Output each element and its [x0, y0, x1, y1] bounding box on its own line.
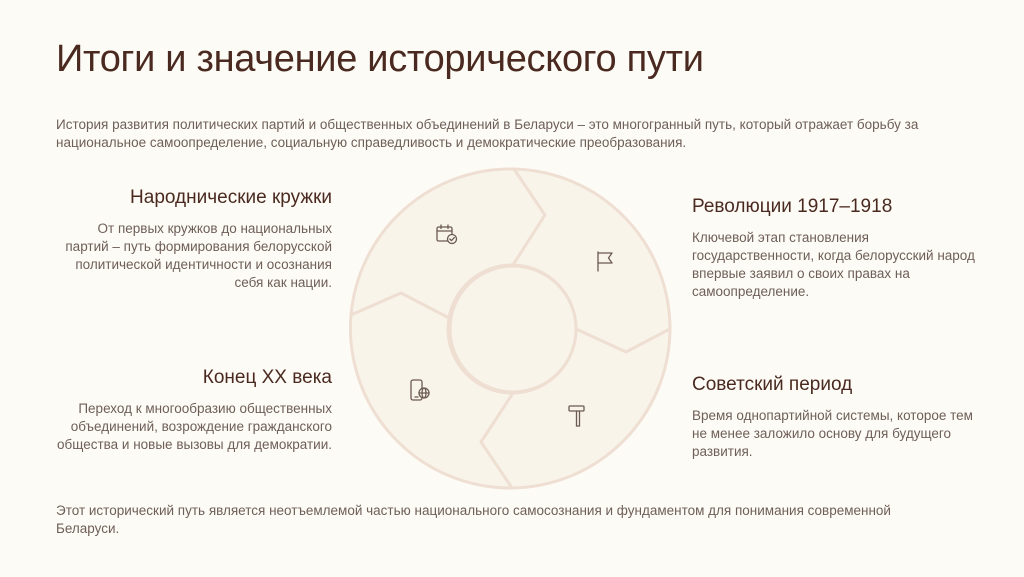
section-narodnik-circles — [56, 187, 332, 292]
section-heading: Конец XX века — [202, 367, 332, 388]
section-heading: Народнические кружки — [130, 187, 332, 208]
section-text: Ключевой этап становления государственности, когда белорусский народ впервые заявил о своих правах на самоопределение. — [692, 230, 975, 299]
section-text: Время однопартийной системы, которое тем не менее заложило основу для будущего развития. — [692, 408, 973, 459]
section-text: Переход к многообразию общественных объединений, возрождение гражданского общества и новые вызовы для демократии. — [57, 401, 332, 452]
section-end-of-20th-century — [56, 367, 332, 454]
section-soviet-period — [692, 374, 982, 461]
section-text: От первых кружков до национальных партий – путь формирования белорусской политической идентичности и осознания себя как нации. — [65, 221, 332, 290]
section-heading: Революции 1917–1918 — [692, 196, 893, 217]
section-revolutions — [692, 196, 982, 301]
cycle-diagram — [340, 158, 684, 498]
page-title: Итоги и значение исторического пути — [56, 38, 704, 80]
section-heading: Советский период — [692, 374, 853, 395]
conclusion-paragraph: Этот исторический путь является неотъемлемой частью национального самосознания и фундаментом для понимания современной Беларуси. — [56, 503, 891, 536]
intro-paragraph: История развития политических партий и общественных объединений в Беларуси – это многогранный путь, который отражает борьбу за национальное самоопределение, социальную справедливость и демократические преобразования. — [56, 117, 919, 150]
center-circle — [450, 266, 576, 392]
